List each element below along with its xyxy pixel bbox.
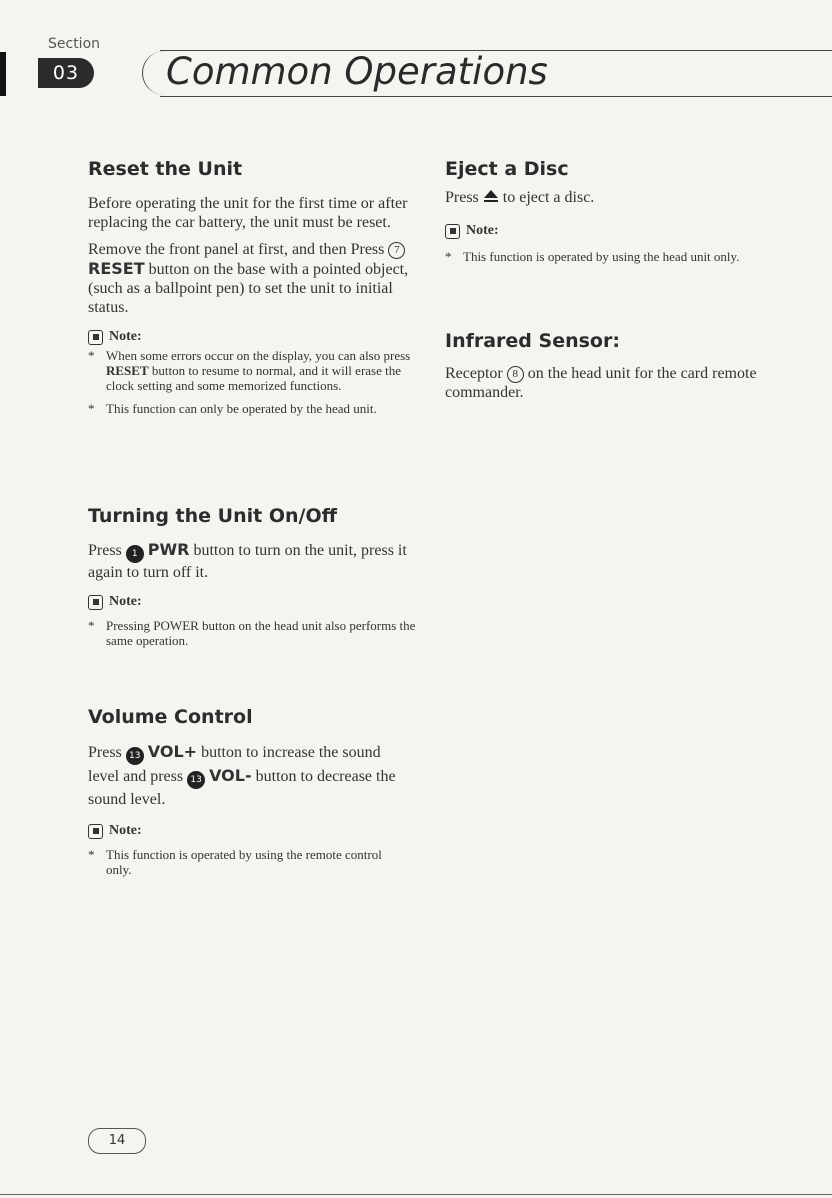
vol-up-key: VOL+ <box>147 742 198 761</box>
eject-heading: Eject a Disc <box>445 158 569 180</box>
volume-section <box>88 706 400 877</box>
section-number-badge: 03 <box>38 58 94 88</box>
bottom-rule <box>0 1194 832 1195</box>
infrared-para: Receptor 8 on the head unit for the card remote commander. <box>445 365 757 401</box>
eject-note-heading: Note: <box>445 223 755 239</box>
callout-13: 13 <box>126 747 144 765</box>
note-icon <box>445 224 460 239</box>
page-title: Common Operations <box>166 50 548 93</box>
infrared-heading: Infrared Sensor: <box>445 330 620 352</box>
callout-7: 7 <box>388 242 405 259</box>
callout-8: 8 <box>507 366 524 383</box>
note-icon <box>88 595 103 610</box>
power-note-1: * Pressing POWER button on the head unit also performs the same operation. <box>88 618 416 648</box>
eject-section <box>445 158 755 264</box>
power-section <box>88 505 416 648</box>
edge-marker <box>0 52 6 96</box>
page-number: 14 <box>88 1128 146 1154</box>
reset-key: RESET <box>88 259 145 278</box>
callout-13: 13 <box>187 771 205 789</box>
callout-1: 1 <box>126 545 144 563</box>
pwr-key: PWR <box>147 540 190 559</box>
volume-note-1: * This function is operated by using the remote control only. <box>88 847 382 877</box>
vol-down-key: VOL- <box>209 766 252 785</box>
reset-note-heading: Note: <box>88 329 416 345</box>
power-heading: Turning the Unit On/Off <box>88 505 337 527</box>
power-para: Press 1 PWR button to turn on the unit, press it again to turn off it. <box>88 540 407 581</box>
reset-heading: Reset the Unit <box>88 158 243 180</box>
title-rule-bottom <box>160 96 832 97</box>
reset-note-2: * This function can only be operated by the head unit. <box>88 401 377 416</box>
volume-para: Press 13 VOL+ button to increase the sound level and press 13 VOL- button to decrease the sound level. <box>88 742 396 808</box>
reset-note-1: * When some errors occur on the display, you can also press RESET button to resume to normal, and it will erase the clock setting and some memorized functions. <box>88 348 411 393</box>
eject-para: Press to eject a disc. <box>445 189 595 206</box>
volume-note-heading: Note: <box>88 823 400 839</box>
section-label: Section <box>48 36 101 52</box>
reset-para-2: Remove the front panel at first, and then Press 7 RESET button on the base with a pointed object, (such as a ballpoint pen) to set the unit to initial status. <box>88 241 409 316</box>
reset-para-1: Before operating the unit for the first time or after replacing the car battery, the unit must be reset. <box>88 195 408 231</box>
note-icon <box>88 330 103 345</box>
eject-icon <box>483 189 499 203</box>
infrared-section <box>445 330 765 402</box>
volume-heading: Volume Control <box>88 706 253 728</box>
reset-section <box>88 158 416 416</box>
note-icon <box>88 824 103 839</box>
eject-note-1: * This function is operated by using the head unit only. <box>445 249 740 264</box>
power-note-heading: Note: <box>88 594 416 610</box>
